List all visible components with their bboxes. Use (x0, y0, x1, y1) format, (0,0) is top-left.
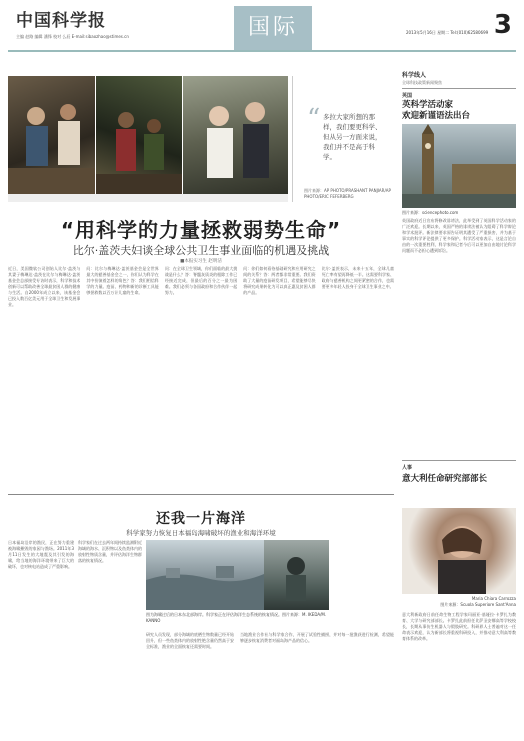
article-column: 比尔·盖茨表示，未来十五年，全球儿童死亡率有望再降低一半。这需要科学家、政府与慈善机构之间更紧密的合作，也需要更多年轻人投身于全球卫生事业之中。 (321, 266, 395, 289)
big-ben-illustration-icon (402, 124, 516, 208)
photo-strip (8, 194, 288, 202)
masthead (8, 6, 516, 52)
second-photo-caption: 图为海啸过后的日本东北部海岸。科学家正在评估海洋生态系统的恢复情况。图片来源：M. IKEDA/M. KANNO (146, 612, 327, 623)
page-number: 3 (493, 10, 512, 40)
sidebar-rule (402, 88, 516, 89)
portrait-illustration-icon (402, 508, 516, 594)
sidebar-photo-caption: 图片来源：sciencephoto.com (402, 210, 459, 215)
sidebar (402, 58, 516, 738)
lead-subhead: 比尔·盖茨夫妇谈全球公共卫生事业面临的机遇及挑战 (72, 244, 330, 257)
column-tag: 科学线人 (402, 72, 427, 79)
people-illustration-icon (8, 76, 95, 194)
diver-photo (264, 540, 329, 610)
article-column: 日本福岛沿岸的渔民，正在努力重建被海啸摧毁的家园与渔场。2011年3月11日发生的大地震及其引发的海啸，给当地的海洋环境带来了巨大的破坏，也对核电站造成了严重影响。 (8, 540, 74, 569)
portrait-caption: Maria Chiara Carrozza 图片来源：Scuola Superiore Sant'Anna (440, 596, 516, 607)
sidebar-item-title: 意大利任命研究部部长 (402, 474, 488, 484)
portrait-illustration-icon (183, 76, 288, 194)
lead-photo-3 (183, 76, 288, 194)
quote-mark-icon: “ (307, 104, 321, 134)
article-column: 当地渔业合作社与科学家合作，开展了试验性捕捞，并对每一批渔获进行检测，希望能够逐步恢复消费者对福岛海产品的信心。 (240, 632, 394, 643)
clinic-illustration-icon (96, 76, 182, 194)
sidebar-item-text: 英国政府近日宣布将修改诽谤法，此举受到了英国科学活动家的广泛欢迎。长期以来，英国严格的诽谤法被认为阻碍了科学辩论和学术批评。新法律要求原告证明其遭受了严重损害，并为基于事实的科学评论提供了更多保护。科学活动家表示，这是言论自由的一次重要胜利，科学家和记者今后可以更加自由地讨论科学问题而不必担心遭到诉讼。 (402, 218, 516, 253)
diver-illustration-icon (264, 540, 329, 610)
sidebar-item-label: 人事 (402, 465, 413, 471)
lead-article-body (8, 266, 394, 492)
pull-quote (292, 76, 394, 202)
sidebar-item-title: 英科学活动家 欢迎新谨语法出台 (402, 100, 471, 121)
lead-photo-2 (96, 76, 182, 194)
second-headline: 还我一片海洋 (156, 511, 246, 527)
article-column: 科学家们在过去两年间持续监测附近海域的海水、沉积物以及鱼类体内的放射性物质含量，并评估海洋生物群落的恢复情况。 (78, 540, 142, 563)
coast-photo (146, 540, 264, 610)
coastline-illustration-icon (146, 540, 264, 610)
article-column: 研究人员发现，部分海域的底栖生物数量已经开始回升，但一些鱼类体内的放射性铯含量仍然高于安全标准，渔业的全面恢复还需要时间。 (146, 632, 234, 649)
masthead-meta: 主编 赵路 编辑 潘锋 校对 么辰 E-mail:sibaozhao@stimes.cn (16, 34, 129, 39)
sidebar-item-text: 意大利新政府日前任命生物工程学家玛丽亚·基娅拉·卡罗扎为教育、大学与研究部部长。卡罗扎此前担任比萨圣安娜高等学校校长，长期从事仿生机器人与假肢研究。科研界人士普遍对这一任命表示欢迎，认为新部长将重视科研投入，并推动意大利高等教育体系的改革。 (402, 612, 516, 641)
issue-info: 2013年5月16日 星期二 Tel:(010)62580699 (406, 30, 489, 35)
pull-quote-text: 多拉大家所想的那样，我们要更科学、但从另一方面来说，我们并不是高于科学。 (323, 113, 382, 161)
sidebar-rule (402, 460, 516, 461)
photo-credit: 图片来源：AP PHOTO/PRASHANT PANJIAR/AP PHOTO/ERIC FEFERBERG (304, 188, 391, 199)
minister-portrait (402, 508, 516, 594)
article-column: 问：在全球卫生领域，你们面临的最大挑战是什么？答：脊髓灰质炎的根除工作已经接近完成，但最后的百分之一最为困难。我们必须与各国政府和合作伙伴一起努力。 (164, 266, 238, 295)
lead-headline: “用科学的力量拯救弱势生命” (60, 218, 342, 242)
lead-photo-1 (8, 76, 95, 194)
column-subtitle: 全球科技政策新闻聚焦 (402, 80, 442, 85)
article-column: 问：比尔与梅琳达·盖茨基金会是全世界最大的慈善基金会之一，你们认为科学在其中扮演着怎样的角色？答：我们相信科学的力量。疫苗、药物和新的诊断工具能够拯救数以百万计儿童的生命。 (86, 266, 159, 295)
section-tab: 国际 (234, 6, 312, 50)
article-divider (8, 494, 394, 495)
lead-byline: ■本报实习生 赵明洁 (180, 259, 222, 264)
london-photo (402, 124, 516, 208)
article-column: 近日，美国微软公司创始人比尔·盖茨与其妻子梅琳达·盖茨在比尔与梅琳达·盖茨基金会总部接受专访时表示，科学和技术创新可以帮助改善全球最贫困人群的健康与生活。自2000年成立以来，该基金会已投入数百亿美元用于全球卫生和发展事业。 (8, 266, 81, 307)
second-subhead: 科学家努力恢复日本福岛海啸破坏的渔业和海洋环境 (126, 529, 276, 537)
sidebar-item-label: 英国 (402, 93, 413, 99)
article-column: 问：你们如何看待基础研究和应用研究之间的关系？答：两者都非常重要。我们资助了大量的疫苗研发项目，希望能够尽快将研究成果转化为可以真正惠及贫困人群的产品。 (243, 266, 316, 295)
newspaper-logo: 中国科学报 (16, 11, 106, 31)
